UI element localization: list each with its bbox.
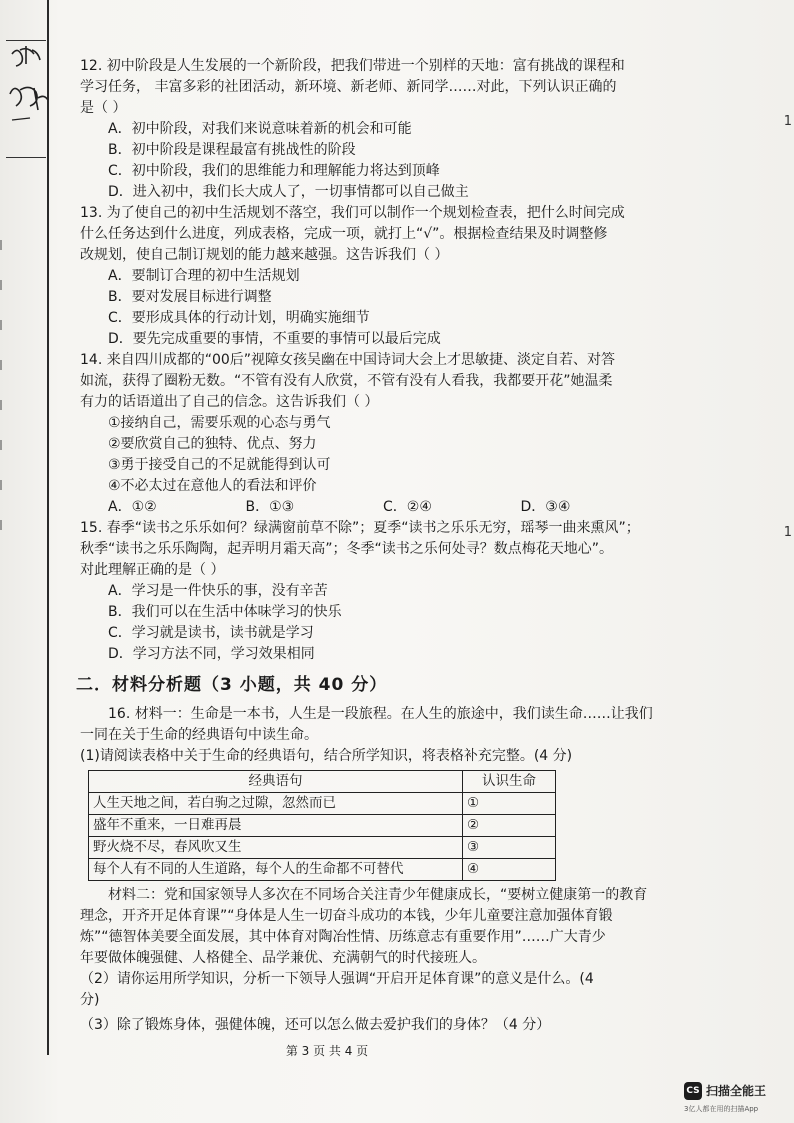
material-2-line: 材料二：党和国家领导人多次在不同场合关注青少年健康成长，“要树立健康第一的教育 <box>108 887 648 903</box>
choice-b: B．①③ <box>245 499 295 515</box>
edge-mark: 1 <box>783 525 792 540</box>
option-a: A．初中阶段，对我们来说意味着新的机会和可能 <box>108 121 412 137</box>
question-stem-line: 对此理解正确的是（ ） <box>80 562 225 578</box>
choice-c: C．②④ <box>383 499 432 515</box>
question-12 <box>80 56 658 203</box>
option-a: A．要制订合理的初中生活规划 <box>108 268 300 284</box>
question-stem-line: 学习任务， 丰富多彩的社团活动，新环境、新老师、新同学……对此，下列认识正确的 <box>80 79 617 95</box>
statement-2: ②要欣赏自己的独特、优点、努力 <box>108 436 317 452</box>
question-13 <box>80 203 658 350</box>
option-c: C．初中阶段，我们的思维能力和理解能力将达到顶峰 <box>108 163 440 179</box>
statement-4: ④不必太过在意他人的看法和评价 <box>108 478 317 494</box>
option-c: C．学习就是读书，读书就是学习 <box>108 625 314 641</box>
sub-question-2: 分) <box>80 992 100 1008</box>
option-c: C．要形成具体的行动计划，明确实施细节 <box>108 310 370 326</box>
question-stem-line: 13. 为了使自己的初中生活规划不落空，我们可以制作一个规划检查表，把什么时间完成 <box>80 205 625 221</box>
question-stem-line: 12. 初中阶段是人生发展的一个新阶段，把我们带进一个别样的天地：富有挑战的课程和 <box>80 58 625 74</box>
sub-question-1: (1)请阅读表格中关于生命的经典语句，结合所学知识，将表格补充完整。(4 分) <box>80 748 573 764</box>
table-header-row <box>89 771 556 793</box>
binding-margin-marks <box>0 240 12 640</box>
question-16 <box>80 704 658 1036</box>
material-2-line: 年要做体魄强健、人格健全、品学兼优、充满朝气的时代接班人。 <box>80 950 486 966</box>
table-cell: 野火烧不尽，春风吹又生 <box>89 837 463 859</box>
question-stem-line: 14. 来自四川成都的“00后”视障女孩吴幽在中国诗词大会上才思敏捷、淡定自若、对答 <box>80 352 616 368</box>
material-1-line: 16. 材料一：生命是一本书，人生是一段旅程。在人生的旅途中，我们读生命……让我们 <box>108 706 653 722</box>
table-row <box>89 815 556 837</box>
margin-rule-middle <box>6 157 46 158</box>
table-row <box>89 837 556 859</box>
question-stem-line: 什么任务达到什么进度，列成表格，完成一项，就打上“√”。根据检查结果及时调整修 <box>80 226 608 242</box>
statement-3: ③勇于接受自己的不足就能得到认可 <box>108 457 331 473</box>
page-number: 第 3 页 共 4 页 <box>285 1044 369 1058</box>
question-stem-line: 15. 春季“读书之乐乐如何？绿满窗前草不除”；夏季“读书之乐乐无穷，瑶琴一曲来熏风”； <box>80 520 640 536</box>
question-stem-line: 有力的话语道出了自己的信念。这告诉我们（ ） <box>80 394 379 410</box>
table-cell: ① <box>463 793 556 815</box>
scanner-logo: CS <box>684 1082 702 1100</box>
question-stem-line: 改规划，使自己制订规划的能力越来越强。这告诉我们（ ） <box>80 247 449 263</box>
handwritten-note <box>6 40 50 130</box>
table-cell: 盛年不重来，一日难再晨 <box>89 815 463 837</box>
table-cell: ② <box>463 815 556 837</box>
option-d: D．进入初中，我们长大成人了，一切事情都可以自己做主 <box>108 184 469 200</box>
choice-d: D．③④ <box>520 499 571 515</box>
table-cell: ④ <box>463 859 556 881</box>
table-row <box>89 859 556 881</box>
option-a: A．学习是一件快乐的事，没有辛苦 <box>108 583 328 599</box>
scanner-name: 扫描全能王 <box>706 1084 767 1098</box>
question-15 <box>80 518 658 665</box>
material-2-line: 理念，开齐开足体育课”“身体是人生一切奋斗成功的本钱，少年儿童要注意加强体育锻 <box>80 908 613 924</box>
scanner-tagline: 3亿人都在用的扫描App <box>684 1105 759 1113</box>
question-stem-line: 是（ ） <box>80 100 127 116</box>
table-header: 经典语句 <box>89 771 463 793</box>
option-b: B．我们可以在生活中体味学习的快乐 <box>108 604 342 620</box>
option-d: D．要先完成重要的事情，不重要的事情可以最后完成 <box>108 331 441 347</box>
binding-line <box>47 0 49 1055</box>
sub-question-2: （2）请你运用所学知识，分析一下领导人强调“开启开足体育课”的意义是什么。(4 <box>80 971 594 987</box>
question-stem-line: 秋季“读书之乐乐陶陶，起弄明月霜天高”；冬季“读书之乐何处寻？数点梅花天地心”。 <box>80 541 614 557</box>
question-14 <box>80 350 658 518</box>
material-1-line: 一同在关于生命的经典语句中读生命。 <box>80 727 318 743</box>
option-b: B．要对发展目标进行调整 <box>108 289 272 305</box>
table-cell: 每个人有不同的人生道路，每个人的生命都不可替代 <box>89 859 463 881</box>
section-title: 二．材料分析题（3 小题，共 40 分） <box>76 675 388 695</box>
option-b: B．初中阶段是课程最富有挑战性的阶段 <box>108 142 356 158</box>
option-d: D．学习方法不同，学习效果相同 <box>108 646 315 662</box>
scanner-watermark <box>684 1082 788 1118</box>
table-header: 认识生命 <box>463 771 556 793</box>
table-cell: ③ <box>463 837 556 859</box>
edge-mark: 1 <box>783 114 792 129</box>
choice-a: A．①② <box>108 499 157 515</box>
table-row <box>89 793 556 815</box>
exam-content <box>76 56 658 1036</box>
material-2-line: 炼”“德智体美要全面发展，其中体育对陶冶性情、历练意志有重要作用”……广大青少 <box>80 929 606 945</box>
quotes-table <box>88 770 556 881</box>
statement-1: ①接纳自己，需要乐观的心态与勇气 <box>108 415 331 431</box>
sub-question-3: （3）除了锻炼身体，强健体魄，还可以怎么做去爱护我们的身体？（4 分） <box>80 1017 551 1033</box>
choice-row <box>80 497 658 518</box>
table-cell: 人生天地之间，若白驹之过隙，忽然而已 <box>89 793 463 815</box>
question-stem-line: 如流，获得了圈粉无数。“不管有没有人欣赏，不管有没有人看我，我都要开花”她温柔 <box>80 373 613 389</box>
